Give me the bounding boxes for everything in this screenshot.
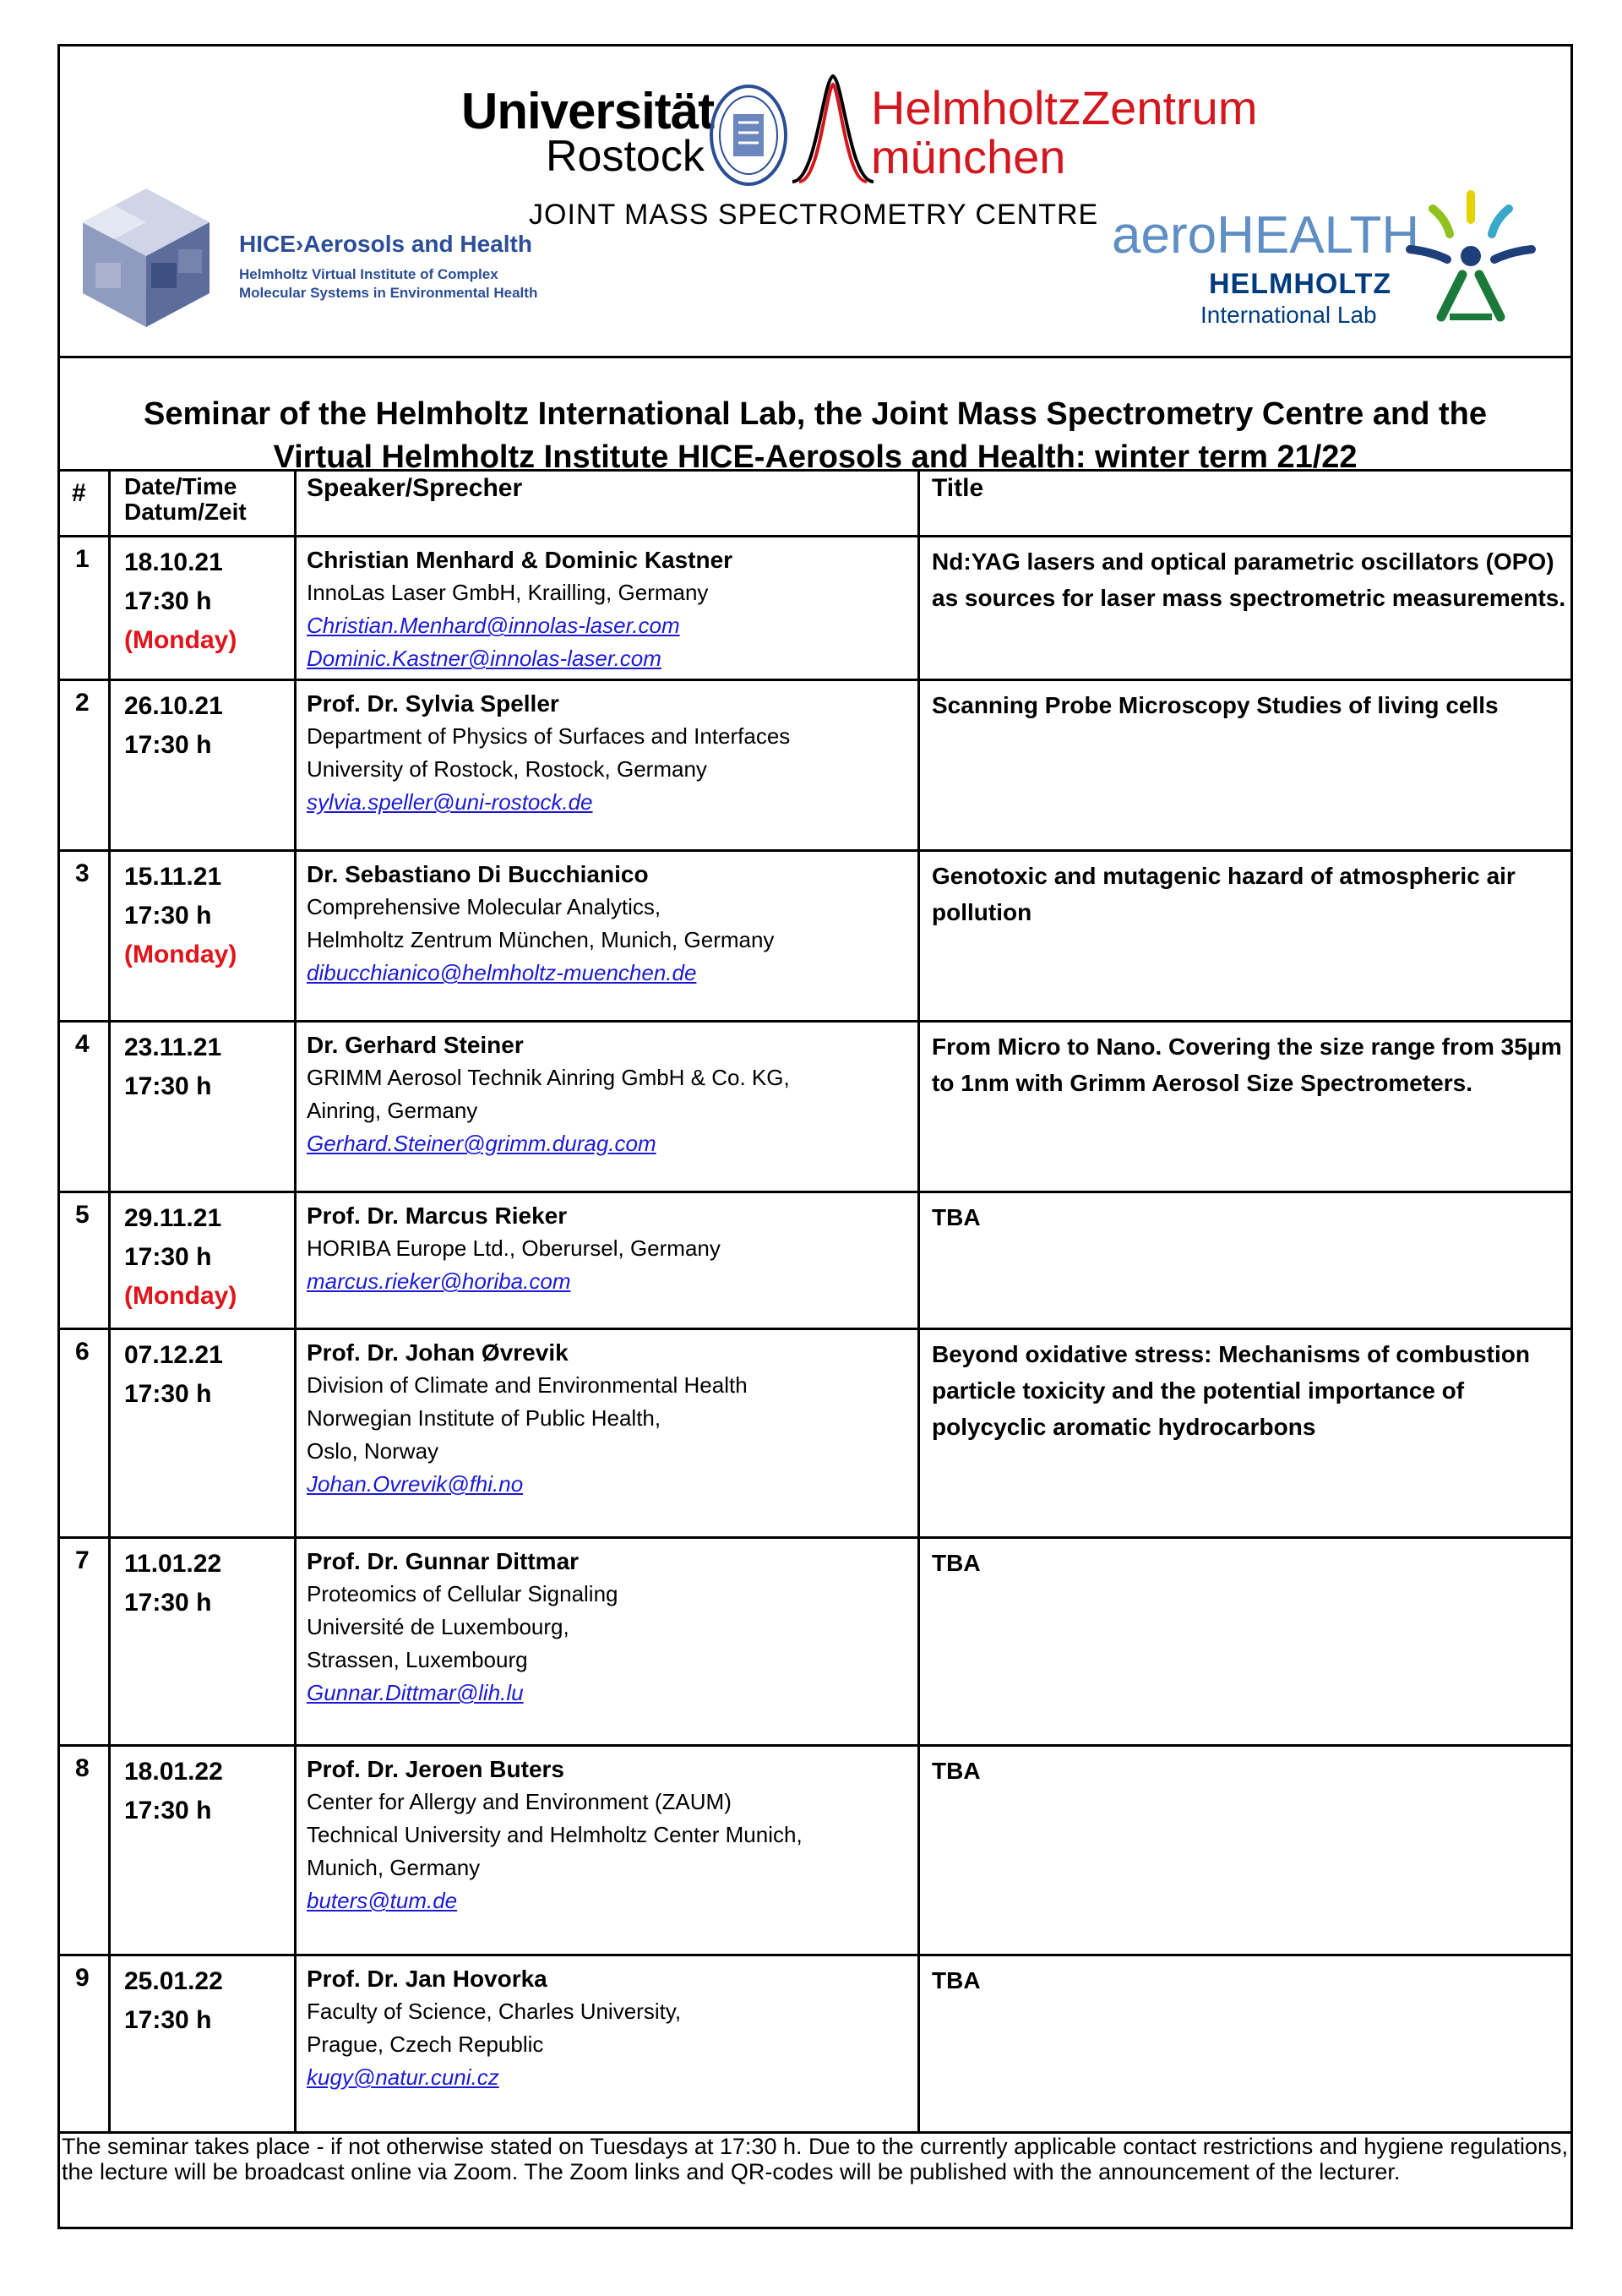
row-number: 8	[75, 1754, 90, 1782]
hice-logo	[70, 182, 577, 351]
rostock-name-line2: Rostock	[546, 132, 705, 181]
row-time: 17:30 h	[124, 1072, 212, 1100]
speaker-email-link[interactable]: sylvia.speller@uni-rostock.de	[307, 789, 593, 815]
row-speaker	[307, 1336, 915, 1501]
row-time: 17:30 h	[124, 1380, 212, 1408]
speaker-email-link[interactable]: Gerhard.Steiner@grimm.durag.com	[307, 1131, 656, 1156]
aerohealth-figure-icon	[1403, 190, 1538, 325]
heading-line-2: Virtual Helmholtz Institute HICE-Aerosols and Health: winter term 21/22	[273, 439, 1358, 475]
footer-note: The seminar takes place - if not otherwise stated on Tuesdays at 17:30 h. Due to the currently applicable contact restrictions and hygiene regulations, the lecture will be broadcast online via Zoom. The Zoom links and QR-codes will be published with the announcement of the lecturer.	[62, 2134, 1569, 2184]
row-speaker	[307, 687, 915, 819]
speaker-affiliation: Center for Allergy and Environment (ZAUM)	[307, 1789, 732, 1814]
speaker-affiliation: Université de Luxembourg,	[307, 1614, 569, 1639]
speaker-affiliation: HORIBA Europe Ltd., Oberursel, Germany	[307, 1235, 721, 1261]
speaker-affiliation: Helmholtz Zentrum München, Munich, Germany	[307, 927, 775, 952]
header-date-line2: Datum/Zeit	[124, 499, 247, 525]
speaker-email-link[interactable]: buters@tum.de	[307, 1888, 458, 1913]
row-date-time	[124, 1753, 223, 1830]
row-date-time	[124, 1028, 221, 1106]
mass-spectrum-peak-icon	[791, 72, 875, 190]
row-date-time	[124, 1962, 223, 2040]
speaker-name: Dr. Sebastiano Di Bucchianico	[307, 861, 649, 887]
speaker-name: Prof. Dr. Jeroen Buters	[307, 1756, 564, 1782]
speaker-email-link[interactable]: Johan.Ovrevik@fhi.no	[307, 1471, 524, 1497]
speaker-affiliation: Munich, Germany	[307, 1855, 481, 1880]
rostock-name-line1: Universität	[461, 83, 715, 139]
row-title: TBA	[932, 1550, 981, 1576]
header-title: Title	[932, 474, 984, 502]
aerohealth-helmholtz: HELMHOLTZ	[1209, 268, 1392, 300]
speaker-affiliation: Faculty of Science, Charles University,	[307, 1999, 682, 2024]
row-time: 17:30 h	[124, 2006, 212, 2034]
row-title: TBA	[932, 1204, 981, 1230]
row-speaker	[307, 1028, 915, 1160]
row-day: (Monday)	[124, 626, 237, 654]
speaker-name: Prof. Dr. Sylvia Speller	[307, 690, 559, 717]
speaker-affiliation: Prague, Czech Republic	[307, 2031, 544, 2057]
row-date: 18.10.21	[124, 548, 223, 576]
row-number: 7	[75, 1546, 90, 1574]
speaker-email-link[interactable]: Dominic.Kastner@innolas-laser.com	[307, 646, 661, 671]
speaker-affiliation: Division of Climate and Environmental Health	[307, 1372, 748, 1398]
seminar-heading	[60, 357, 1570, 510]
row-day: (Monday)	[124, 1282, 237, 1310]
row-date: 26.10.21	[124, 692, 223, 720]
speaker-affiliation: Oslo, Norway	[307, 1438, 439, 1464]
header-speaker: Speaker/Sprecher	[307, 474, 523, 502]
speaker-affiliation: Ainring, Germany	[307, 1098, 478, 1123]
document-frame	[57, 44, 1573, 2229]
row-number: 1	[75, 545, 90, 573]
header-date	[124, 474, 247, 525]
row-date: 18.01.22	[124, 1758, 223, 1786]
hice-title: HICE›Aerosols and Health	[239, 231, 532, 257]
row-date-time	[124, 858, 237, 974]
hmz-name-line2: münchen	[871, 130, 1066, 183]
speaker-name: Prof. Dr. Johan Øvrevik	[307, 1339, 569, 1366]
row-number: 4	[75, 1030, 90, 1058]
speaker-affiliation: Strassen, Luxembourg	[307, 1647, 528, 1672]
speaker-affiliation: Department of Physics of Surfaces and Interfaces	[307, 723, 791, 749]
speaker-email-link[interactable]: kugy@natur.cuni.cz	[307, 2064, 499, 2090]
row-title: Beyond oxidative stress: Mechanisms of combustion particle toxicity and the potential importance of polycyclic aromatic hydrocarbons	[932, 1341, 1530, 1440]
row-date-time	[124, 1199, 237, 1316]
header-num: #	[72, 479, 86, 507]
aerohealth-lab: International Lab	[1200, 302, 1377, 328]
row-speaker	[307, 1753, 915, 1917]
row-title: Genotoxic and mutagenic hazard of atmospheric air pollution	[932, 863, 1516, 925]
speaker-name: Dr. Gerhard Steiner	[307, 1032, 524, 1058]
row-date: 15.11.21	[124, 863, 222, 891]
row-time: 17:30 h	[124, 1589, 212, 1617]
row-time: 17:30 h	[124, 587, 212, 615]
row-speaker	[307, 858, 915, 990]
hice-subtitle-1: Helmholtz Virtual Institute of Complex	[239, 266, 498, 282]
row-number: 3	[75, 859, 90, 887]
row-date: 23.11.21	[124, 1033, 222, 1061]
row-time: 17:30 h	[124, 731, 212, 759]
speaker-affiliation: Proteomics of Cellular Signaling	[307, 1581, 618, 1606]
speaker-affiliation: Technical University and Helmholtz Center Munich,	[307, 1822, 803, 1847]
row-speaker	[307, 1962, 915, 2094]
heading-line-1: Seminar of the Helmholtz International Lab, the Joint Mass Spectrometry Centre and the	[144, 396, 1487, 432]
aerohealth-title: aeroHEALTH	[1112, 206, 1420, 265]
row-date: 11.01.22	[124, 1550, 222, 1578]
row-title: TBA	[932, 1758, 981, 1784]
row-time: 17:30 h	[124, 902, 212, 930]
row-title: TBA	[932, 1967, 981, 1993]
speaker-affiliation: University of Rostock, Rostock, Germany	[307, 756, 707, 782]
row-date-time	[124, 543, 237, 660]
row-date-time	[124, 687, 223, 765]
hice-cube-icon	[70, 182, 222, 334]
row-title: Scanning Probe Microscopy Studies of living cells	[932, 692, 1499, 718]
row-number: 5	[75, 1201, 90, 1229]
row-title: From Micro to Nano. Covering the size range from 35µm to 1nm with Grimm Aerosol Size Spectrometers.	[932, 1033, 1562, 1096]
row-speaker	[307, 543, 915, 675]
header-date-line1: Date/Time	[124, 473, 237, 499]
row-time: 17:30 h	[124, 1797, 212, 1824]
speaker-name: Christian Menhard & Dominic Kastner	[307, 547, 733, 573]
row-time: 17:30 h	[124, 1243, 212, 1271]
speaker-name: Prof. Dr. Gunnar Dittmar	[307, 1548, 580, 1574]
speaker-affiliation: Comprehensive Molecular Analytics,	[307, 894, 661, 919]
row-date: 25.01.22	[124, 1967, 223, 1995]
speaker-name: Prof. Dr. Marcus Rieker	[307, 1203, 568, 1229]
row-number: 2	[75, 689, 90, 717]
speaker-email-link[interactable]: Christian.Menhard@innolas-laser.com	[307, 613, 680, 638]
row-number: 6	[75, 1338, 90, 1366]
jmsc-label: JOINT MASS SPECTROMETRY CENTRE	[529, 199, 1099, 231]
rostock-seal-icon	[706, 80, 791, 190]
speaker-email-link[interactable]: dibucchianico@helmholtz-muenchen.de	[307, 960, 697, 985]
speaker-name: Prof. Dr. Jan Hovorka	[307, 1966, 547, 1992]
speaker-email-link[interactable]: marcus.rieker@horiba.com	[307, 1268, 571, 1294]
speaker-affiliation: InnoLas Laser GmbH, Krailling, Germany	[307, 580, 709, 605]
hmz-name-line1: HelmholtzZentrum	[871, 81, 1258, 134]
row-date-time	[124, 1336, 223, 1414]
row-date-time	[124, 1545, 221, 1622]
speaker-affiliation: Norwegian Institute of Public Health,	[307, 1405, 661, 1431]
speaker-affiliation: GRIMM Aerosol Technik Ainring GmbH & Co. KG,	[307, 1065, 790, 1090]
row-date: 29.11.21	[124, 1204, 222, 1232]
row-day: (Monday)	[124, 941, 237, 968]
row-title: Nd:YAG lasers and optical parametric oscillators (OPO) as sources for laser mass spectrometric measurements.	[932, 548, 1566, 611]
speaker-email-link[interactable]: Gunnar.Dittmar@lih.lu	[307, 1680, 524, 1705]
row-number: 9	[75, 1964, 90, 1992]
aerohealth-logo	[1112, 190, 1551, 351]
logo-header	[60, 46, 1570, 356]
row-speaker	[307, 1199, 915, 1298]
row-date: 07.12.21	[124, 1341, 223, 1369]
row-speaker	[307, 1545, 915, 1710]
hice-subtitle-2: Molecular Systems in Environmental Health	[239, 285, 538, 301]
